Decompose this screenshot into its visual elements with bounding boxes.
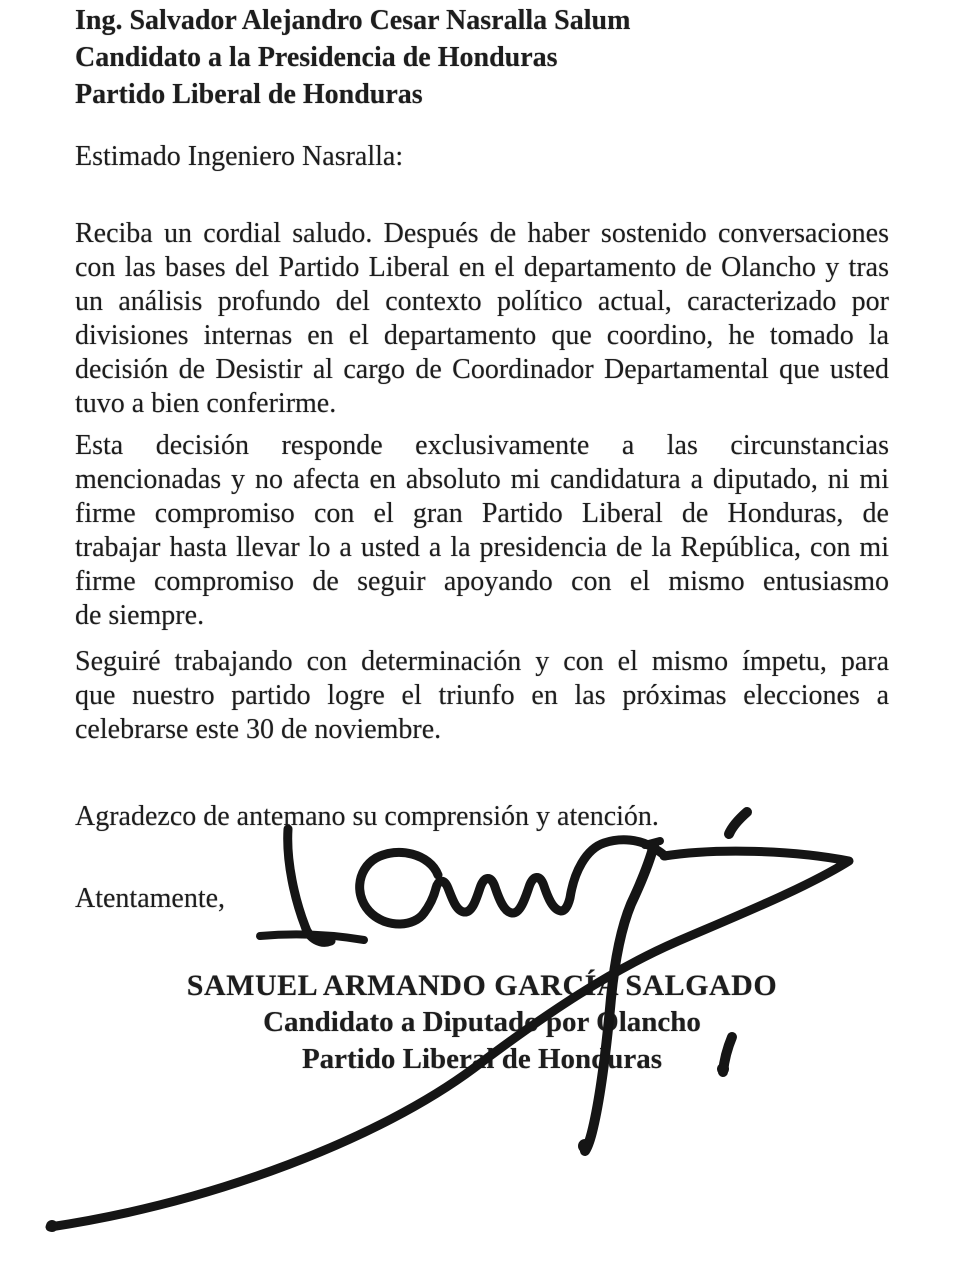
recipient-party: Partido Liberal de Honduras [75, 79, 423, 110]
paragraph-line: divisiones internas en el departamento que coordino, he tomado la [75, 320, 889, 351]
paragraph-line: Reciba un cordial saludo. Después de haber sostenido conversaciones [75, 218, 889, 249]
salutation: Estimado Ingeniero Nasralla: [75, 141, 404, 172]
signature-stroke-peak [645, 841, 660, 845]
paragraph-line: mencionadas y no afecta en absoluto mi candidatura a diputado, ni mi [75, 464, 889, 495]
paragraph-line: decisión de Desistir al cargo de Coordinador Departamental que usted [75, 354, 889, 385]
paragraph-line: tuvo a bien conferirme. [75, 388, 337, 419]
recipient-block [75, 2, 889, 113]
signature-block [75, 967, 889, 1078]
paragraph-line: celebrarse este 30 de noviembre. [75, 714, 442, 745]
paragraph-line: Seguiré trabajando con determinación y con el mismo ímpetu, para [75, 646, 889, 677]
signature-name: SAMUEL ARMANDO GARCÍA SALGADO [186, 969, 778, 1002]
paragraph-line: firme compromiso con el gran Partido Liberal de Honduras, de [75, 498, 889, 529]
paragraph-line: de siempre. [75, 600, 205, 631]
signature-stroke-underline [260, 934, 364, 940]
recipient-role: Candidato a la Presidencia de Honduras [75, 42, 558, 73]
paragraph-line: trabajar hasta llevar lo a usted a la presidencia de la República, con mi [75, 532, 889, 563]
closing-line: Atentamente, [75, 883, 226, 914]
paragraph-3 [75, 645, 889, 747]
paragraph-line: Esta decisión responde exclusivamente a las circunstancias [75, 430, 889, 461]
paragraph-line: firme compromiso de seguir apoyando con el mismo entusiasmo [75, 566, 889, 597]
paragraph-line: con las bases del Partido Liberal en el departamento de Olancho y tras [75, 252, 889, 283]
signature-ink-blob [46, 1220, 58, 1232]
paragraph-line: un análisis profundo del contexto político actual, caracterizado por [75, 286, 889, 317]
signature-title: Candidato a Diputado por Olancho [263, 1006, 701, 1038]
paragraph-line: que nuestro partido logre el triunfo en las próximas elecciones a [75, 680, 889, 711]
signature-party: Partido Liberal de Honduras [301, 1043, 663, 1075]
recipient-name: Ing. Salvador Alejandro Cesar Nasralla Salum [75, 5, 631, 36]
paragraph-1 [75, 217, 889, 421]
thanks-line: Agradezco de antemano su comprensión y atención. [75, 801, 659, 832]
signature-ink-blob [578, 1139, 592, 1153]
paragraph-2 [75, 429, 889, 633]
